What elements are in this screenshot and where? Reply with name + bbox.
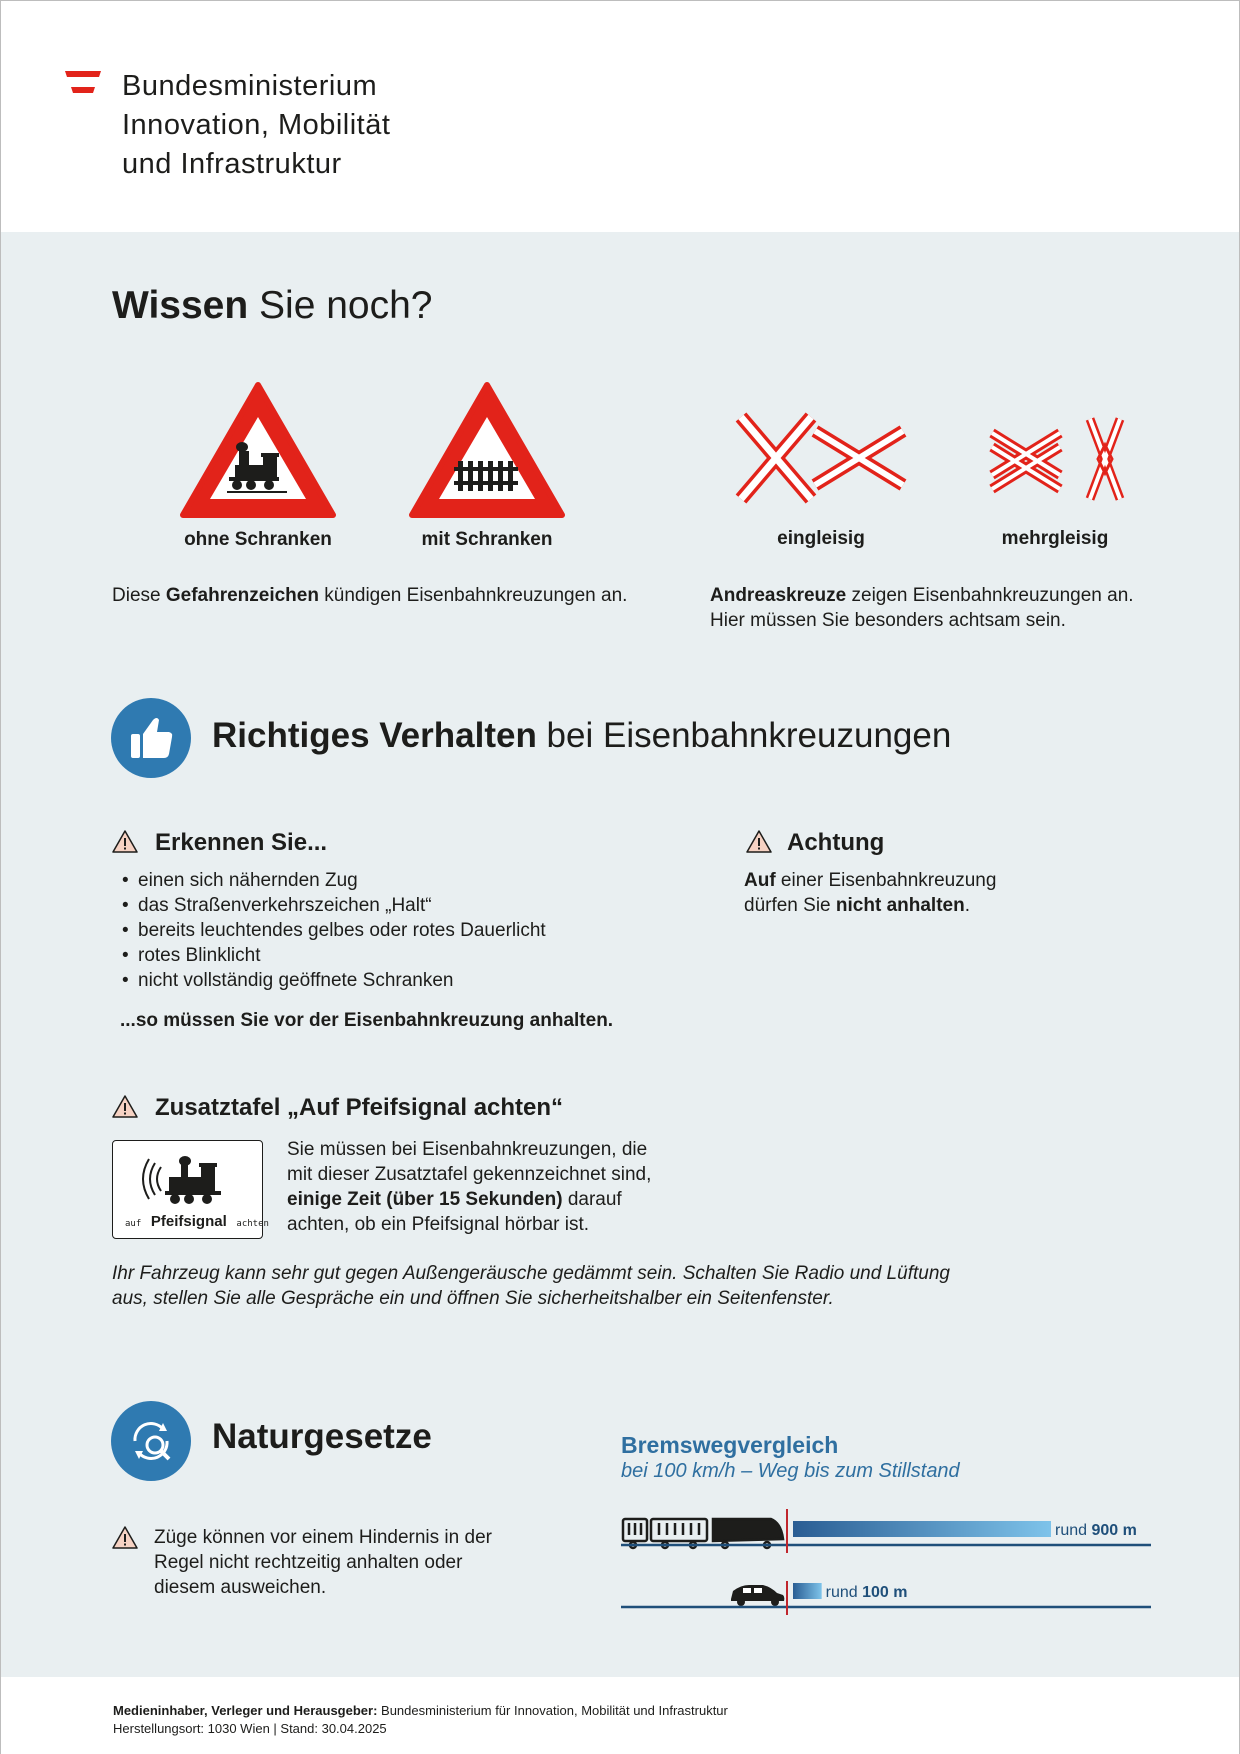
zusatz-bold: einige Zeit (über 15 Sekunden): [287, 1189, 563, 1210]
achtung-line-1: [744, 868, 996, 893]
gefahrenzeichen-text: [112, 583, 627, 608]
zusatz-line-3: [287, 1187, 651, 1212]
sign-small-2: achten: [236, 1219, 269, 1229]
text-post: kündigen Eisenbahnkreuzungen an.: [318, 585, 628, 606]
nature-warning-text: [154, 1525, 492, 1600]
achtung-pre-2: dürfen Sie: [744, 895, 836, 916]
list-item: • nicht vollständig geöffnete Schranken: [122, 968, 546, 993]
sign-small-1: auf: [125, 1219, 142, 1229]
list-item: • einen sich nähernden Zug: [122, 868, 546, 893]
andreaskreuz-text: [710, 583, 1134, 633]
zusatz-line-4: achten, ob ein Pfeifsignal hörbar ist.: [287, 1214, 590, 1235]
warning-triangle-icon: [745, 829, 773, 854]
bar-car: [793, 1583, 822, 1599]
nature-line-3: diesem ausweichen.: [154, 1577, 327, 1598]
erkennen-conclusion: ...so müssen Sie vor der Eisenbahnkreuzung anhalten.: [120, 1010, 614, 1031]
warning-triangle-icon: [111, 1525, 139, 1550]
pfeifsignal-sign-text: [125, 1211, 269, 1230]
erkennen-heading: Erkennen Sie...: [155, 829, 328, 856]
achtung-heading: Achtung: [787, 829, 885, 856]
physics-badge: [111, 1401, 191, 1481]
title-bold: Wissen: [112, 284, 249, 327]
zusatz-rest: darauf: [562, 1189, 622, 1210]
footer-text: [113, 1702, 728, 1738]
behaviour-title: [212, 716, 951, 756]
andreaskreuz-line-2: Hier müssen Sie besonders achtsam sein.: [710, 610, 1066, 631]
noise-note: [112, 1261, 950, 1311]
austria-flag-icon: [65, 71, 101, 93]
andreas-cross-single-horizontal-icon: [809, 421, 909, 495]
footer-bold: Medieninhaber, Verleger und Herausgeber:: [113, 1703, 378, 1718]
train-icon: [623, 1519, 783, 1548]
page-title: [112, 284, 433, 328]
header: [1, 1, 1239, 231]
car-icon: [731, 1585, 784, 1606]
danger-sign-train-icon: [179, 381, 337, 519]
achtung-text: [744, 868, 996, 918]
zusatz-text: [287, 1137, 651, 1237]
warning-triangle-icon: [111, 1094, 139, 1119]
footer-line-1: [113, 1702, 728, 1720]
noise-note-line-1: Ihr Fahrzeug kann sehr gut gegen Außengeräusche gedämmt sein. Schalten Sie Radio und Lüftung: [112, 1263, 950, 1284]
footer-line-2: Herstellungsort: 1030 Wien | Stand: 30.04.2025: [113, 1721, 387, 1736]
list-item: • bereits leuchtendes gelbes oder rotes Dauerlicht: [122, 918, 546, 943]
achtung-rest-1: einer Eisenbahnkreuzung: [775, 870, 997, 891]
behaviour-title-bold: Richtiges Verhalten: [212, 716, 537, 755]
label-ohne-schranken: ohne Schranken: [184, 529, 332, 550]
behaviour-title-rest: bei Eisenbahnkreuzungen: [536, 716, 952, 755]
zusatz-line-1: Sie müssen bei Eisenbahnkreuzungen, die: [287, 1139, 648, 1160]
zusatz-line-2: mit dieser Zusatztafel gekennzeichnet sind,: [287, 1164, 652, 1185]
text-bold: Gefahrenzeichen: [165, 585, 319, 606]
zusatz-heading: Zusatztafel „Auf Pfeifsignal achten“: [155, 1094, 564, 1121]
label-mehrgleisig: mehrgleisig: [1001, 528, 1109, 549]
noise-note-line-2: aus, stellen Sie alle Gespräche ein und öffnen Sie sicherheitshalber ein Seitenfenster.: [112, 1288, 834, 1309]
footer: [1, 1677, 1239, 1754]
bar-train: [793, 1521, 1051, 1537]
physics-search-icon: [111, 1401, 191, 1481]
nature-line-2: Regel nicht rechtzeitig anhalten oder: [154, 1552, 463, 1573]
erkennen-list: [122, 868, 546, 993]
ministry-name: [122, 67, 390, 184]
danger-sign-barrier-icon: [408, 381, 566, 519]
list-item: • rotes Blinklicht: [122, 943, 546, 968]
nature-line-1: Züge können vor einem Hindernis in der: [154, 1527, 492, 1548]
achtung-bold-1: Auf: [744, 870, 776, 891]
andreaskreuz-bold: Andreaskreuze: [710, 585, 847, 606]
thumbs-up-icon: [111, 698, 191, 778]
bar-car-label: rund 100 m: [825, 1584, 908, 1601]
chart-subtitle: bei 100 km/h – Weg bis zum Stillstand: [621, 1460, 960, 1482]
text-pre: Diese: [112, 585, 166, 606]
achtung-bold-2: nicht anhalten: [835, 895, 965, 916]
warning-triangle-icon: [111, 829, 139, 854]
andreaskreuz-line-1: [710, 583, 1134, 608]
andreaskreuz-post: zeigen Eisenbahnkreuzungen an.: [846, 585, 1134, 606]
sign-big: Pfeifsignal: [150, 1213, 227, 1230]
achtung-post-2: .: [964, 895, 970, 916]
label-mit-schranken: mit Schranken: [421, 529, 553, 550]
achtung-line-2: [744, 893, 996, 918]
braking-chart: [621, 1501, 1151, 1621]
whistle-locomotive-icon: [141, 1149, 233, 1207]
list-item: • das Straßenverkehrszeichen „Halt“: [122, 893, 546, 918]
andreas-cross-multi-vertical-icon: [1084, 415, 1126, 503]
andreas-cross-multi-horizontal-icon: [986, 425, 1066, 497]
footer-rest: Bundesministerium für Innovation, Mobilität und Infrastruktur: [377, 1703, 728, 1718]
ministry-line-2: Innovation, Mobilität: [122, 109, 391, 141]
pfeifsignal-sign: [112, 1140, 269, 1239]
bar-train-label: rund 900 m: [1055, 1522, 1137, 1539]
label-eingleisig: eingleisig: [777, 528, 865, 549]
thumbs-up-badge: [111, 698, 191, 778]
title-rest: Sie noch?: [248, 284, 433, 327]
nature-title: Naturgesetze: [212, 1417, 432, 1456]
chart-title: Bremswegvergleich: [621, 1432, 839, 1458]
ministry-line-1: Bundesministerium: [122, 70, 378, 102]
ministry-line-3: und Infrastruktur: [122, 148, 342, 180]
